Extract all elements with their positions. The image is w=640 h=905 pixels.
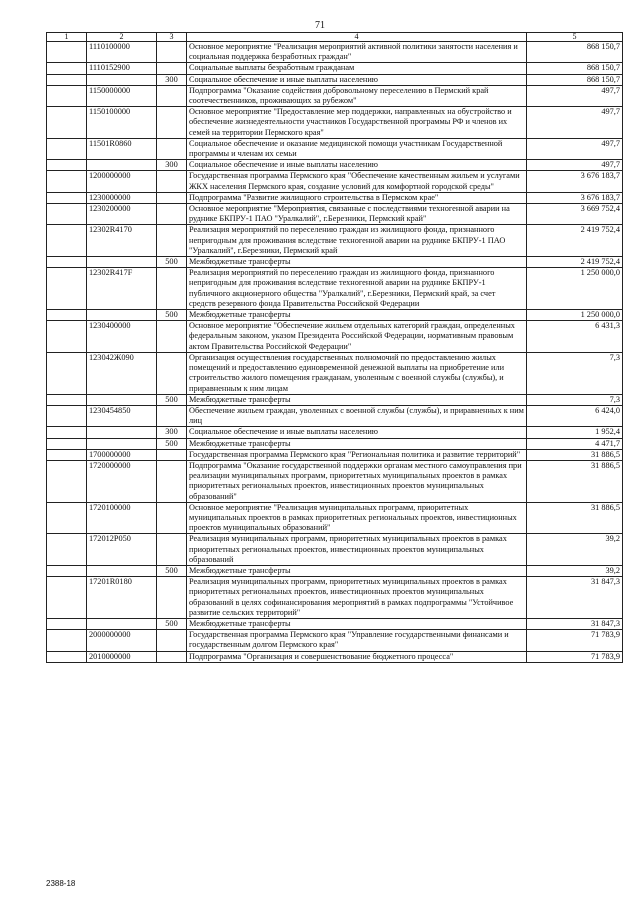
column-header: 3 [157, 33, 187, 42]
table-row [47, 107, 623, 139]
target-article-code: 123042Ж090 [87, 352, 157, 394]
item-name: Социальное обеспечение и иные выплаты населению [187, 160, 527, 171]
table-row [47, 74, 623, 85]
empty-cell [47, 192, 87, 203]
column-header: 4 [187, 33, 527, 42]
empty-cell [47, 534, 87, 566]
expense-type-code [157, 460, 187, 502]
expense-type-code [157, 321, 187, 353]
target-article-code: 1720100000 [87, 502, 157, 534]
table-row [47, 268, 623, 310]
expense-type-code [157, 107, 187, 139]
empty-cell [47, 352, 87, 394]
empty-cell [47, 577, 87, 619]
amount-value: 71 783,9 [527, 651, 623, 662]
item-name: Организация осуществления государственных полномочий по предоставлению жилых помещений и предоставлению единовременной денежной выплаты на приобретение или строительство жилого помещения гражданам, уволенным с военной службы (службы), и приравненным к ним лицам [187, 352, 527, 394]
amount-value: 2 419 752,4 [527, 257, 623, 268]
empty-cell [47, 502, 87, 534]
empty-cell [47, 74, 87, 85]
expense-type-code [157, 42, 187, 63]
table-row [47, 460, 623, 502]
item-name: Социальные выплаты безработным гражданам [187, 63, 527, 74]
amount-value: 3 669 752,4 [527, 204, 623, 225]
expense-type-code: 300 [157, 160, 187, 171]
empty-cell [47, 107, 87, 139]
amount-value: 7,3 [527, 352, 623, 394]
item-name: Основное мероприятие "Предоставление мер поддержки, направленных на обустройство и обеспечение жизнедеятельности участников Государственной программы РФ и членов их семей на территории Пермского края" [187, 107, 527, 139]
amount-value: 31 847,3 [527, 618, 623, 629]
budget-table [46, 32, 623, 663]
item-name: Социальное обеспечение и иные выплаты населению [187, 427, 527, 438]
expense-type-code [157, 268, 187, 310]
target-article-code: 12302R417F [87, 268, 157, 310]
column-header: 2 [87, 33, 157, 42]
expense-type-code [157, 651, 187, 662]
column-header: 1 [47, 33, 87, 42]
empty-cell [47, 225, 87, 257]
table-row [47, 577, 623, 619]
page-number: 71 [315, 20, 325, 31]
table-row [47, 449, 623, 460]
empty-cell [47, 204, 87, 225]
expense-type-code [157, 171, 187, 192]
target-article-code: 2000000000 [87, 630, 157, 651]
table-row [47, 257, 623, 268]
amount-value: 39,2 [527, 565, 623, 576]
item-name: Социальное обеспечение и оказание медицинской помощи участникам Государственной программы и членам их семьи [187, 138, 527, 159]
empty-cell [47, 138, 87, 159]
expense-type-code [157, 449, 187, 460]
table-row [47, 160, 623, 171]
empty-cell [47, 630, 87, 651]
target-article-code [87, 310, 157, 321]
target-article-code: 172012Р050 [87, 534, 157, 566]
item-name: Межбюджетные трансферты [187, 394, 527, 405]
item-name: Основное мероприятие "Обеспечение жильем отдельных категорий граждан, определенных федеральным законом, указом Президента Российской Федерации, нормативным правовым актом Правительства Российской Федерации" [187, 321, 527, 353]
target-article-code: 1720000000 [87, 460, 157, 502]
expense-type-code [157, 352, 187, 394]
amount-value: 6 431,3 [527, 321, 623, 353]
table-row [47, 225, 623, 257]
target-article-code: 1230454850 [87, 405, 157, 426]
table-row [47, 204, 623, 225]
amount-value: 4 471,7 [527, 438, 623, 449]
item-name: Социальное обеспечение и иные выплаты населению [187, 74, 527, 85]
amount-value: 868 150,7 [527, 42, 623, 63]
table-row [47, 565, 623, 576]
amount-value: 71 783,9 [527, 630, 623, 651]
target-article-code: 2010000000 [87, 651, 157, 662]
expense-type-code: 500 [157, 618, 187, 629]
target-article-code: 12302R4170 [87, 225, 157, 257]
expense-type-code: 500 [157, 565, 187, 576]
item-name: Государственная программа Пермского края "Региональная политика и развитие территорий" [187, 449, 527, 460]
target-article-code [87, 618, 157, 629]
amount-value: 3 676 183,7 [527, 171, 623, 192]
amount-value: 7,3 [527, 394, 623, 405]
expense-type-code: 500 [157, 438, 187, 449]
item-name: Межбюджетные трансферты [187, 438, 527, 449]
amount-value: 1 250 000,0 [527, 310, 623, 321]
target-article-code: 11501R0860 [87, 138, 157, 159]
empty-cell [47, 460, 87, 502]
item-name: Реализация мероприятий по переселению граждан из жилищного фонда, признанного непригодным для проживания вследствие техногенной аварии на руднике БКПРУ-1 ПАО "Уралкалий", г.Березники, Пермский край [187, 225, 527, 257]
target-article-code: 1150000000 [87, 85, 157, 106]
empty-cell [47, 394, 87, 405]
empty-cell [47, 257, 87, 268]
expense-type-code [157, 63, 187, 74]
expense-type-code [157, 225, 187, 257]
table-row [47, 618, 623, 629]
empty-cell [47, 171, 87, 192]
target-article-code: 1230000000 [87, 192, 157, 203]
empty-cell [47, 321, 87, 353]
item-name: Межбюджетные трансферты [187, 618, 527, 629]
target-article-code: 1200000000 [87, 171, 157, 192]
expense-type-code [157, 502, 187, 534]
empty-cell [47, 618, 87, 629]
expense-type-code [157, 192, 187, 203]
expense-type-code [157, 85, 187, 106]
target-article-code [87, 160, 157, 171]
amount-value: 497,7 [527, 85, 623, 106]
empty-cell [47, 63, 87, 74]
amount-value: 39,2 [527, 534, 623, 566]
table-row [47, 438, 623, 449]
expense-type-code [157, 138, 187, 159]
amount-value: 31 886,5 [527, 460, 623, 502]
table-row [47, 427, 623, 438]
document-footer-code: 2388-18 [46, 879, 76, 888]
table-row [47, 352, 623, 394]
item-name: Межбюджетные трансферты [187, 565, 527, 576]
table-row [47, 171, 623, 192]
expense-type-code: 500 [157, 310, 187, 321]
amount-value: 868 150,7 [527, 74, 623, 85]
empty-cell [47, 651, 87, 662]
item-name: Подпрограмма "Оказание содействия добровольному переселению в Пермский край соотечественников, проживающих за рубежом" [187, 85, 527, 106]
item-name: Государственная программа Пермского края "Управление государственными финансами и государственным долгом Пермского края" [187, 630, 527, 651]
expense-type-code [157, 204, 187, 225]
expense-type-code: 300 [157, 74, 187, 85]
target-article-code: 1150100000 [87, 107, 157, 139]
target-article-code [87, 427, 157, 438]
item-name: Основное мероприятие "Реализация мероприятий активной политики занятости населения и социальная поддержка безработных граждан" [187, 42, 527, 63]
table-row [47, 310, 623, 321]
item-name: Государственная программа Пермского края "Обеспечение качественным жильем и услугами ЖКХ населения Пермского края, создание условий для комфортной городской среды" [187, 171, 527, 192]
target-article-code: 1230400000 [87, 321, 157, 353]
target-article-code: 1700000000 [87, 449, 157, 460]
table-row [47, 138, 623, 159]
amount-value: 31 886,5 [527, 449, 623, 460]
table-header-row [47, 33, 623, 42]
empty-cell [47, 85, 87, 106]
target-article-code: 1110152900 [87, 63, 157, 74]
amount-value: 497,7 [527, 138, 623, 159]
item-name: Обеспечение жильем граждан, уволенных с военной службы (службы), и приравненных к ним лиц [187, 405, 527, 426]
column-header: 5 [527, 33, 623, 42]
target-article-code [87, 565, 157, 576]
amount-value: 868 150,7 [527, 63, 623, 74]
empty-cell [47, 268, 87, 310]
table-row [47, 63, 623, 74]
table-row [47, 502, 623, 534]
empty-cell [47, 565, 87, 576]
table-row [47, 534, 623, 566]
amount-value: 497,7 [527, 107, 623, 139]
amount-value: 6 424,0 [527, 405, 623, 426]
table-row [47, 42, 623, 63]
empty-cell [47, 160, 87, 171]
empty-cell [47, 449, 87, 460]
item-name: Реализация мероприятий по переселению граждан из жилищного фонда, признанного непригодным для проживания вследствие техногенной аварии на руднике БКПРУ-1 публичного акционерного общества "Уралкалий", г.Березники, Пермский край, за счет средств резервного фонда Правительства Российской Федерации [187, 268, 527, 310]
amount-value: 31 886,5 [527, 502, 623, 534]
table-row [47, 394, 623, 405]
target-article-code [87, 438, 157, 449]
item-name: Межбюджетные трансферты [187, 257, 527, 268]
target-article-code: 17201R0180 [87, 577, 157, 619]
expense-type-code [157, 534, 187, 566]
expense-type-code [157, 405, 187, 426]
expense-type-code: 500 [157, 394, 187, 405]
amount-value: 2 419 752,4 [527, 225, 623, 257]
target-article-code: 1230200000 [87, 204, 157, 225]
amount-value: 497,7 [527, 160, 623, 171]
item-name: Подпрограмма "Организация и совершенствование бюджетного процесса" [187, 651, 527, 662]
expense-type-code [157, 630, 187, 651]
target-article-code [87, 74, 157, 85]
item-name: Межбюджетные трансферты [187, 310, 527, 321]
empty-cell [47, 405, 87, 426]
item-name: Основное мероприятие "Мероприятия, связанные с последствиями техногенной аварии на руднике БКПРУ-1 ПАО "Уралкалий", г.Березники, Пермский край" [187, 204, 527, 225]
empty-cell [47, 42, 87, 63]
table-row [47, 405, 623, 426]
table-row [47, 651, 623, 662]
item-name: Подпрограмма "Развитие жилищного строительства в Пермском крае" [187, 192, 527, 203]
amount-value: 1 250 000,0 [527, 268, 623, 310]
target-article-code [87, 394, 157, 405]
target-article-code [87, 257, 157, 268]
table-row [47, 85, 623, 106]
expense-type-code [157, 577, 187, 619]
target-article-code: 1110100000 [87, 42, 157, 63]
empty-cell [47, 310, 87, 321]
item-name: Основное мероприятие "Реализация муниципальных программ, приоритетных муниципальных проектов в рамках приоритетных региональных проектов, инвестиционных проектов муниципальных образований" [187, 502, 527, 534]
table-row [47, 321, 623, 353]
table-row [47, 192, 623, 203]
item-name: Реализация муниципальных программ, приоритетных муниципальных проектов в рамках приоритетных региональных проектов, инвестиционных проектов муниципальных образований в целях софинансирования мероприятий в рамках подпрограммы "Устойчивое развитие сельских территорий" [187, 577, 527, 619]
empty-cell [47, 427, 87, 438]
expense-type-code: 500 [157, 257, 187, 268]
amount-value: 31 847,3 [527, 577, 623, 619]
table-row [47, 630, 623, 651]
expense-type-code: 300 [157, 427, 187, 438]
item-name: Реализация муниципальных программ, приоритетных муниципальных проектов в рамках приоритетных региональных проектов, инвестиционных проектов муниципальных образований [187, 534, 527, 566]
empty-cell [47, 438, 87, 449]
item-name: Подпрограмма "Оказание государственной поддержки органам местного самоуправления при реализации муниципальных программ, приоритетных муниципальных проектов в рамках приоритетных региональных проектов, инвестиционных проектов муниципальных образований" [187, 460, 527, 502]
amount-value: 3 676 183,7 [527, 192, 623, 203]
amount-value: 1 952,4 [527, 427, 623, 438]
